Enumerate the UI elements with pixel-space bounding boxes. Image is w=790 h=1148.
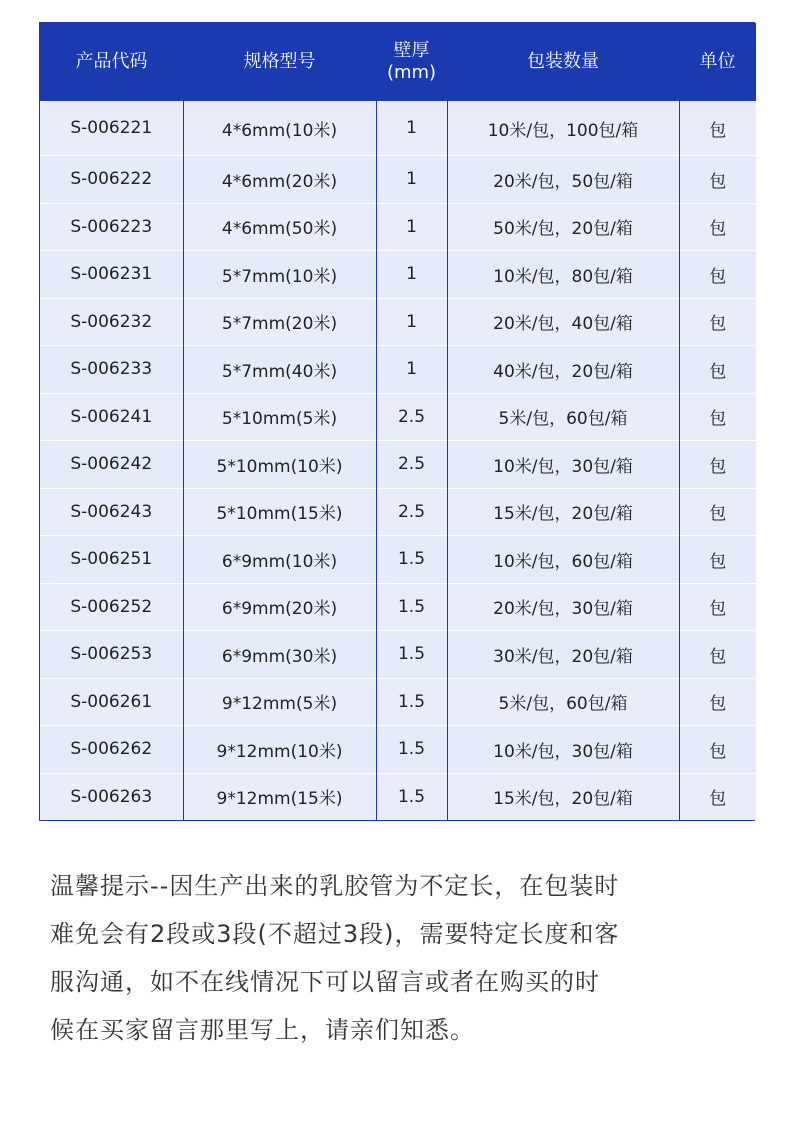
table-row	[40, 583, 756, 631]
cell-code: S-006233	[40, 346, 183, 394]
cell-spec: 5*7mm(40米)	[183, 346, 376, 394]
cell-unit: 包	[679, 773, 756, 820]
cell-packing: 50米/包，20包/箱	[447, 203, 679, 251]
table-body	[40, 101, 756, 820]
product-spec-table	[39, 22, 755, 821]
table-row	[40, 678, 756, 726]
cell-wall: 1	[376, 251, 447, 299]
cell-wall: 2.5	[376, 488, 447, 536]
cell-packing: 15米/包，20包/箱	[447, 488, 679, 536]
cell-code: S-006221	[40, 101, 183, 156]
cell-wall: 1	[376, 101, 447, 156]
cell-unit: 包	[679, 101, 756, 156]
cell-spec: 4*6mm(20米)	[183, 156, 376, 204]
cell-wall: 2.5	[376, 393, 447, 441]
table-row	[40, 726, 756, 774]
cell-unit: 包	[679, 726, 756, 774]
notice-line: 温馨提示--因生产出来的乳胶管为不定长，在包装时	[50, 872, 620, 900]
cell-spec: 9*12mm(10米)	[183, 726, 376, 774]
spec-table	[40, 23, 756, 820]
cell-code: S-006261	[40, 678, 183, 726]
cell-spec: 9*12mm(5米)	[183, 678, 376, 726]
cell-unit: 包	[679, 631, 756, 679]
cell-spec: 6*9mm(30米)	[183, 631, 376, 679]
cell-code: S-006222	[40, 156, 183, 204]
cell-packing: 20米/包，30包/箱	[447, 583, 679, 631]
cell-unit: 包	[679, 346, 756, 394]
table-row	[40, 298, 756, 346]
header-row	[40, 23, 756, 101]
cell-packing: 30米/包，20包/箱	[447, 631, 679, 679]
cell-code: S-006252	[40, 583, 183, 631]
cell-code: S-006253	[40, 631, 183, 679]
cell-packing: 10米/包，30包/箱	[447, 726, 679, 774]
cell-packing: 10米/包，100包/箱	[447, 101, 679, 156]
table-row	[40, 536, 756, 584]
cell-packing: 10米/包，60包/箱	[447, 536, 679, 584]
cell-packing: 40米/包，20包/箱	[447, 346, 679, 394]
cell-wall: 2.5	[376, 441, 447, 489]
table-row	[40, 203, 756, 251]
cell-wall: 1.5	[376, 773, 447, 820]
cell-spec: 6*9mm(20米)	[183, 583, 376, 631]
cell-spec: 5*7mm(10米)	[183, 251, 376, 299]
cell-unit: 包	[679, 678, 756, 726]
cell-unit: 包	[679, 393, 756, 441]
cell-wall: 1	[376, 298, 447, 346]
header-wall-thickness	[376, 23, 447, 101]
notice-line: 候在买家留言那里写上，请亲们知悉。	[50, 1016, 475, 1044]
cell-spec: 5*10mm(10米)	[183, 441, 376, 489]
cell-code: S-006231	[40, 251, 183, 299]
table-row	[40, 441, 756, 489]
cell-code: S-006243	[40, 488, 183, 536]
cell-spec: 4*6mm(10米)	[183, 101, 376, 156]
cell-packing: 5米/包，60包/箱	[447, 393, 679, 441]
cell-wall: 1.5	[376, 726, 447, 774]
cell-wall: 1	[376, 346, 447, 394]
table-row	[40, 101, 756, 156]
cell-unit: 包	[679, 203, 756, 251]
cell-unit: 包	[679, 583, 756, 631]
table-row	[40, 251, 756, 299]
notice-text	[50, 862, 750, 1054]
cell-spec: 9*12mm(15米)	[183, 773, 376, 820]
cell-code: S-006251	[40, 536, 183, 584]
cell-code: S-006263	[40, 773, 183, 820]
cell-unit: 包	[679, 488, 756, 536]
cell-spec: 5*10mm(5米)	[183, 393, 376, 441]
table-header	[40, 23, 756, 101]
table-row	[40, 773, 756, 820]
header-packing: 包装数量	[447, 23, 679, 101]
header-wall-label: 壁厚	[393, 40, 430, 61]
cell-code: S-006241	[40, 393, 183, 441]
notice-line: 服沟通，如不在线情况下可以留言或者在购买的时	[50, 968, 600, 996]
table-row	[40, 156, 756, 204]
cell-unit: 包	[679, 441, 756, 489]
cell-code: S-006262	[40, 726, 183, 774]
cell-spec: 6*9mm(10米)	[183, 536, 376, 584]
table-row	[40, 346, 756, 394]
table-row	[40, 488, 756, 536]
cell-wall: 1	[376, 156, 447, 204]
cell-wall: 1.5	[376, 583, 447, 631]
cell-code: S-006223	[40, 203, 183, 251]
table-row	[40, 393, 756, 441]
cell-spec: 5*10mm(15米)	[183, 488, 376, 536]
cell-wall: 1.5	[376, 678, 447, 726]
cell-packing: 10米/包，80包/箱	[447, 251, 679, 299]
header-unit: 单位	[679, 23, 756, 101]
cell-wall: 1	[376, 203, 447, 251]
cell-unit: 包	[679, 156, 756, 204]
cell-code: S-006232	[40, 298, 183, 346]
notice-line: 难免会有2段或3段(不超过3段)，需要特定长度和客	[50, 920, 620, 948]
cell-unit: 包	[679, 536, 756, 584]
cell-spec: 4*6mm(50米)	[183, 203, 376, 251]
table-row	[40, 631, 756, 679]
cell-wall: 1.5	[376, 631, 447, 679]
header-spec: 规格型号	[183, 23, 376, 101]
cell-packing: 15米/包，20包/箱	[447, 773, 679, 820]
cell-packing: 10米/包，30包/箱	[447, 441, 679, 489]
cell-packing: 5米/包，60包/箱	[447, 678, 679, 726]
cell-wall: 1.5	[376, 536, 447, 584]
cell-unit: 包	[679, 298, 756, 346]
cell-packing: 20米/包，50包/箱	[447, 156, 679, 204]
cell-unit: 包	[679, 251, 756, 299]
cell-packing: 20米/包，40包/箱	[447, 298, 679, 346]
cell-code: S-006242	[40, 441, 183, 489]
header-wall-unit: (mm)	[386, 62, 437, 83]
header-code: 产品代码	[40, 23, 183, 101]
cell-spec: 5*7mm(20米)	[183, 298, 376, 346]
